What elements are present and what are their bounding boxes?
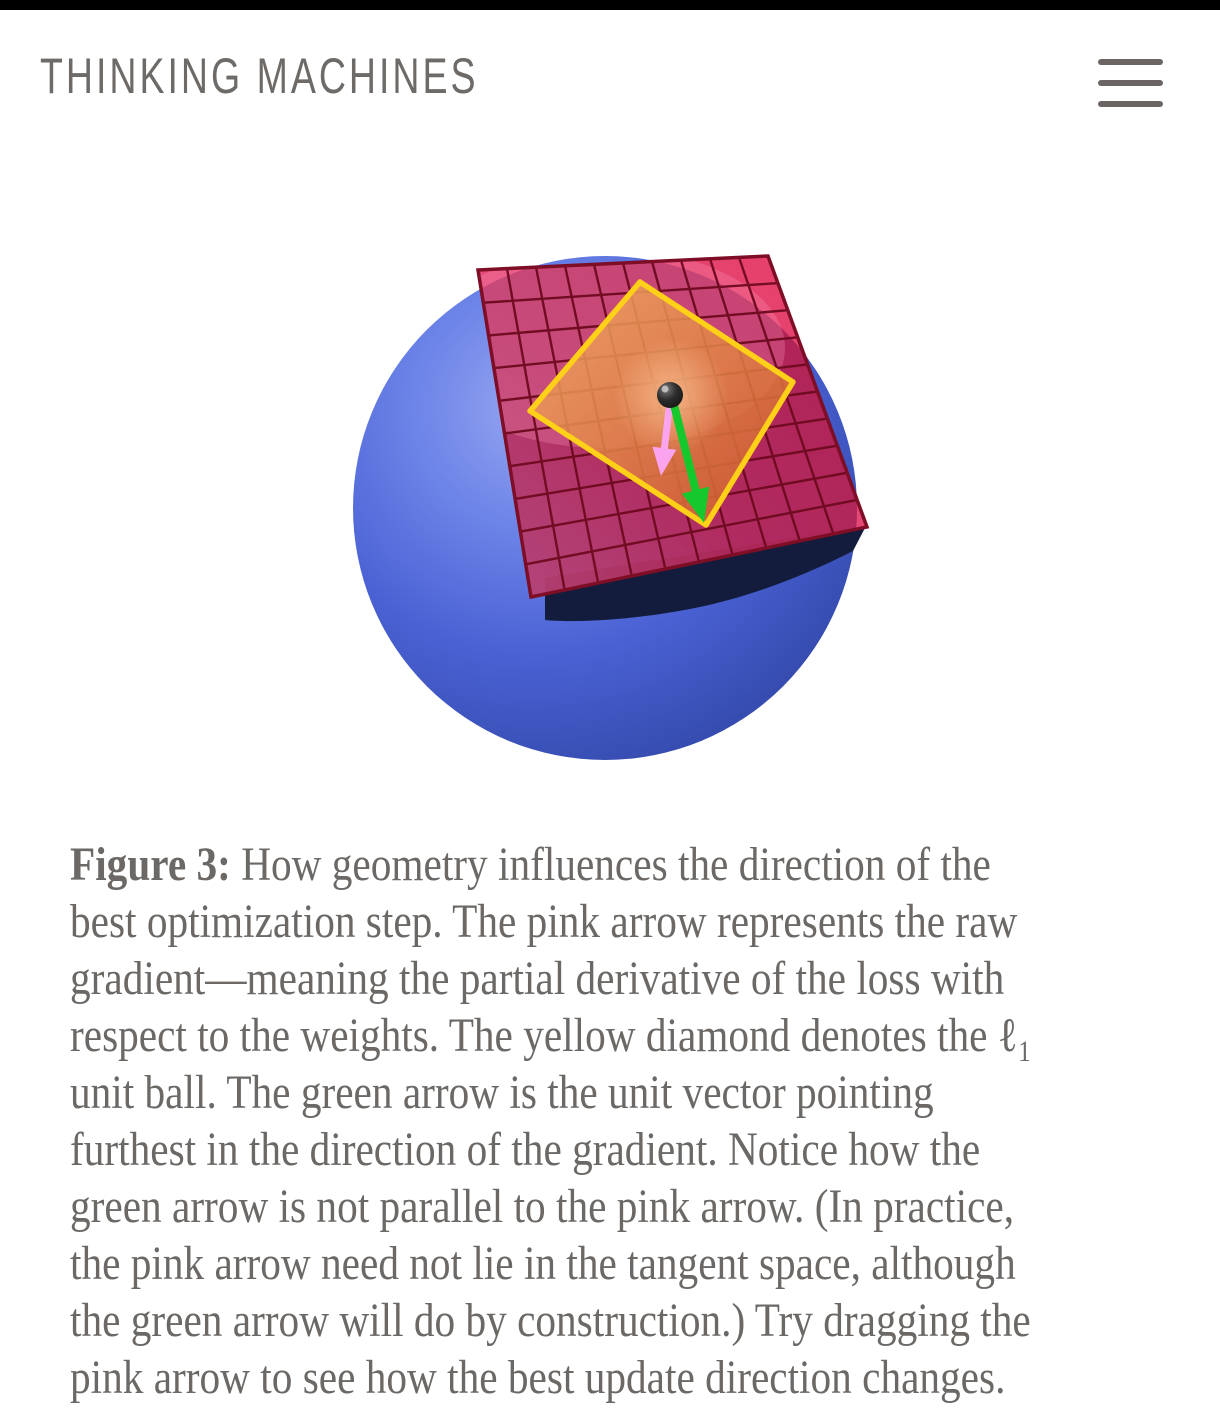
hamburger-menu-button[interactable] [1098,59,1163,107]
hamburger-icon [1098,80,1163,86]
caption-text: How geometry influences the direction of the best optimization step. The pink arrow represents the raw gradient—meaning the partial derivative of the loss with respect to the weights. The yellow diamond denotes the ℓ₁ unit ball. The green arrow is the unit vector pointing furthest in the direction of the gradient. Notice how the green arrow is not parallel to the pink arrow. (In practice, the pink arrow need not lie in the tangent space, although the green arrow will do by construction.) Try dragging the pink arrow to see how the best update direction changes. [70,838,1032,1404]
figure-caption [70,836,1145,1406]
hamburger-icon [1098,59,1163,65]
dot-specular [662,386,669,393]
figure-3-visualization [0,180,1220,840]
hamburger-icon [1098,101,1163,107]
site-logo[interactable]: THINKING MACHINES [40,48,479,104]
top-bar [0,0,1220,10]
caption-label: Figure 3: [70,838,231,891]
weight-point-dot[interactable] [657,382,683,408]
sphere-tangent-plane-canvas [0,180,1220,840]
